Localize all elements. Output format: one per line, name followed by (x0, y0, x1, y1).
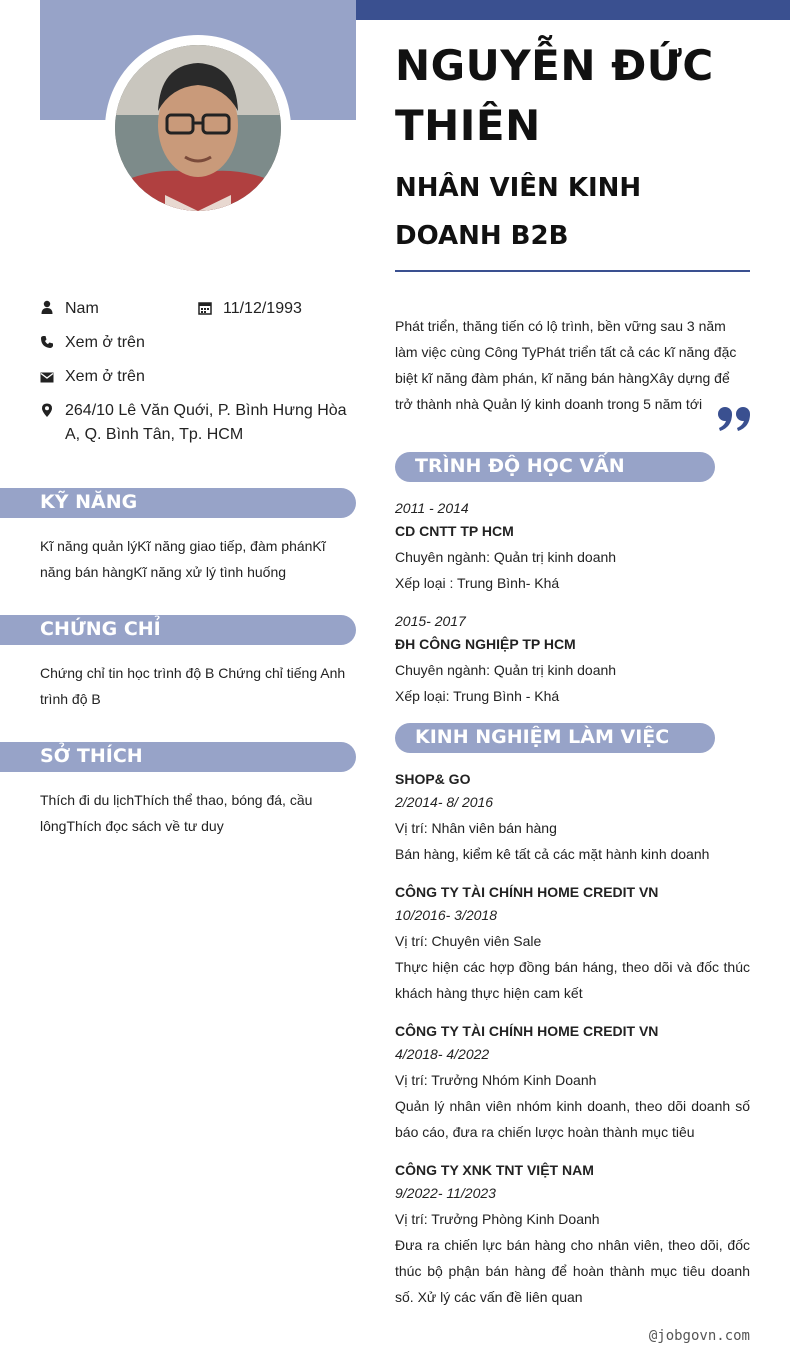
top-accent-bar (356, 0, 790, 20)
phone-icon (40, 335, 54, 349)
experience-company: SHOP& GO (395, 771, 471, 787)
location-pin-icon (40, 403, 54, 417)
experience-entry (395, 882, 750, 1006)
calendar-icon (198, 301, 212, 315)
experience-description: Thực hiện các hợp đồng bán háng, theo dõi và đốc thúc khách hàng thực hiện cam kết (395, 959, 750, 1001)
experience-description: Bán hàng, kiểm kê tất cả các mặt hành kinh doanh (395, 846, 710, 862)
education-school: CD CNTT TP HCM (395, 523, 514, 539)
education-heading: TRÌNH ĐỘ HỌC VẤN (415, 455, 625, 477)
email-value: Xem ở trên (65, 368, 145, 385)
experience-heading: KINH NGHIỆM LÀM VIỆC (415, 726, 670, 748)
education-major: Chuyên ngành: Quản trị kinh doanh (395, 549, 617, 565)
experience-company: CÔNG TY XNK TNT VIỆT NAM (395, 1162, 594, 1178)
quote-icon (716, 405, 752, 445)
experience-period: 2/2014- 8/ 2016 (395, 794, 494, 810)
experience-entry (395, 769, 750, 867)
user-icon (40, 300, 54, 314)
avatar (115, 45, 281, 211)
education-school: ĐH CÔNG NGHIỆP TP HCM (395, 636, 576, 652)
experience-company: CÔNG TY TÀI CHÍNH HOME CREDIT VN (395, 1023, 659, 1039)
experience-entry (395, 1021, 750, 1145)
certificates-text: Chứng chỉ tin học trình độ B Chứng chỉ tiếng Anh trình độ B (40, 665, 346, 707)
candidate-name: NGUYỄN ĐỨC THIÊN (395, 41, 714, 150)
experience-description: Đưa ra chiến lực bán hàng cho nhân viên, theo dõi, đốc thúc bộ phận bán hàng để hoàn thành mục tiêu doanh số. Xử lý các vấn đề liên quan (395, 1237, 750, 1305)
skills-section-header (0, 488, 356, 518)
footer-watermark: @jobgovn.com (648, 1328, 750, 1344)
job-title: NHÂN VIÊN KINH DOANH B2B (395, 173, 642, 251)
email-icon (40, 370, 54, 384)
gender-value: Nam (65, 300, 99, 317)
title-divider (395, 270, 750, 272)
address-value: 264/10 Lê Văn Quới, P. Bình Hưng Hòa A, Q. Bình Tân, Tp. HCM (65, 402, 347, 443)
certificates-heading: CHỨNG CHỈ (40, 618, 161, 640)
experience-position: Vị trí: Chuyên viên Sale (395, 933, 542, 949)
education-entry (395, 498, 750, 596)
hobbies-heading: SỞ THÍCH (40, 745, 143, 767)
skills-heading: KỸ NĂNG (40, 491, 138, 513)
hobbies-text: Thích đi du lịchThích thể thao, bóng đá, cầu lôngThích đọc sách về tư duy (40, 792, 313, 834)
education-grade: Xếp loại: Trung Bình - Khá (395, 688, 560, 704)
education-period: 2011 - 2014 (395, 500, 469, 516)
hobbies-section-header (0, 742, 356, 772)
certificates-section-header (0, 615, 356, 645)
experience-section-header (395, 723, 715, 753)
education-grade: Xếp loại : Trung Bình- Khá (395, 575, 560, 591)
phone-value: Xem ở trên (65, 334, 145, 351)
experience-entry (395, 1160, 750, 1310)
education-section-header (395, 452, 715, 482)
experience-position: Vị trí: Nhân viên bán hàng (395, 820, 557, 836)
education-major: Chuyên ngành: Quản trị kinh doanh (395, 662, 617, 678)
experience-company: CÔNG TY TÀI CHÍNH HOME CREDIT VN (395, 884, 659, 900)
education-entry (395, 611, 750, 709)
experience-position: Vị trí: Trưởng Phòng Kinh Doanh (395, 1211, 600, 1227)
skills-text: Kĩ năng quản lýKĩ năng giao tiếp, đàm phánKĩ năng bán hàngKĩ năng xử lý tình huống (40, 538, 326, 580)
experience-period: 10/2016- 3/2018 (395, 907, 497, 923)
experience-position: Vị trí: Trưởng Nhóm Kinh Doanh (395, 1072, 597, 1088)
experience-period: 4/2018- 4/2022 (395, 1046, 490, 1062)
birthdate-value: 11/12/1993 (223, 300, 302, 317)
experience-period: 9/2022- 11/2023 (395, 1185, 496, 1201)
experience-description: Quản lý nhân viên nhóm kinh doanh, theo dõi doanh số báo cáo, đưa ra chiến lược hoàn thành mục tiêu (395, 1098, 750, 1140)
career-objective: Phát triển, thăng tiến có lộ trình, bền vững sau 3 năm làm việc cùng Công TyPhát triển tất cả các kĩ năng đặc biệt kĩ năng đàm phán, kĩ năng bán hàngXây dựng để trở thành nhà Quản lý kinh doanh trong 5 năm tới (395, 318, 737, 412)
education-period: 2015- 2017 (395, 613, 466, 629)
